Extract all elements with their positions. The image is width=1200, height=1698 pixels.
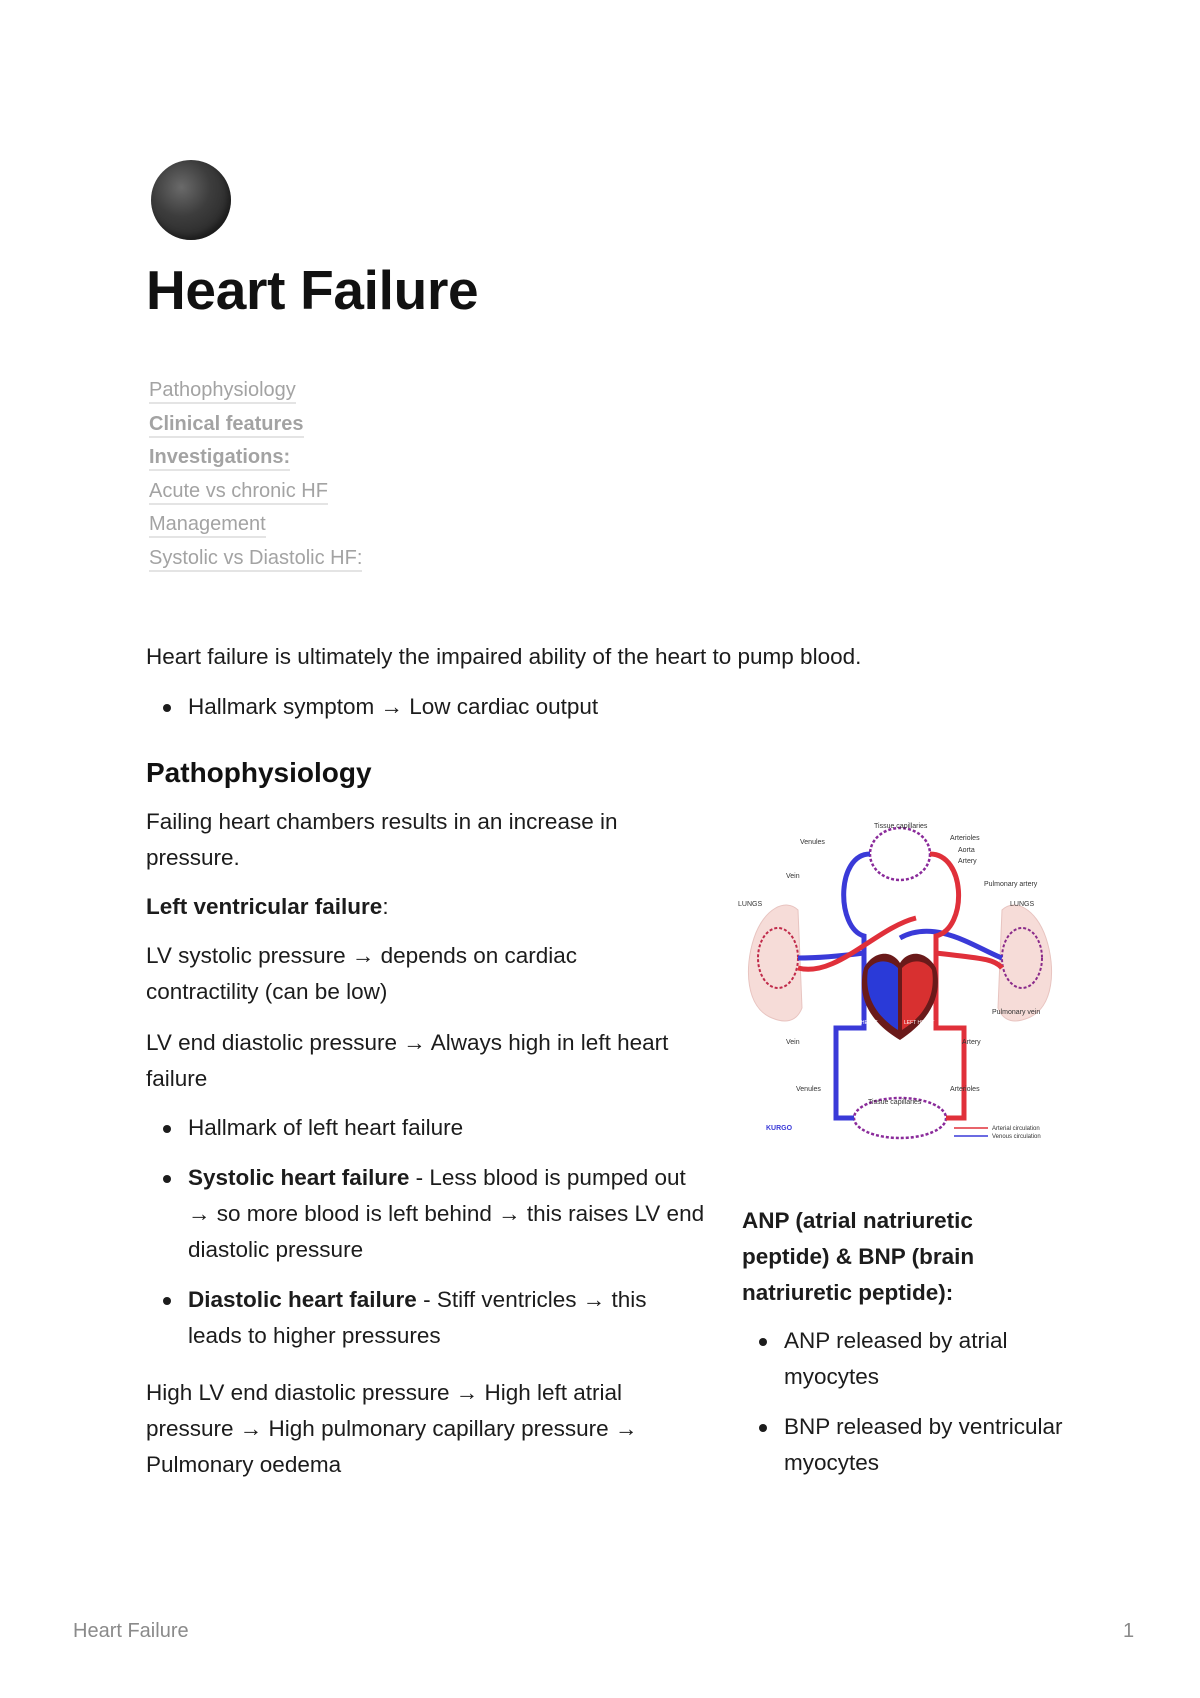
lv-failure-bullets [146, 1110, 706, 1368]
svg-text:Tissue capillaries: Tissue capillaries [874, 823, 928, 830]
bullet-dot [163, 1297, 171, 1305]
intro-text: Heart failure is ultimately the impaired ability of the heart to pump blood. [146, 644, 862, 669]
bullet-dot [759, 1338, 767, 1346]
table-of-contents [149, 379, 362, 580]
toc-link-clinical-features[interactable]: Clinical features [149, 413, 304, 438]
svg-text:Venules: Venules [800, 839, 825, 846]
svg-text:Arterial circulation: Arterial circulation [992, 1126, 1040, 1132]
svg-text:Tissue capillaries: Tissue capillaries [868, 1099, 922, 1106]
list-item: Hallmark of left heart failure [146, 1110, 706, 1146]
svg-text:LUNGS: LUNGS [738, 901, 763, 908]
toc-link-acute-vs-chronic[interactable]: Acute vs chronic HF [149, 480, 328, 505]
svg-text:Arterioles: Arterioles [950, 835, 980, 842]
svg-text:Artery: Artery [958, 858, 977, 865]
list-item: Hallmark symptom → Low cardiac output [146, 689, 1046, 725]
svg-text:Venules: Venules [796, 1086, 821, 1093]
svg-text:LUNGS: LUNGS [1010, 901, 1035, 908]
lv-diastolic-pressure-text: LV end diastolic pressure → Always high in left heart failure [146, 1030, 669, 1091]
list-item: Systolic heart failure - Less blood is pumped out → so more blood is left behind → this raises LV end diastolic pressure [146, 1160, 706, 1268]
bullet-dot [163, 704, 171, 712]
patho-intro-text: Failing heart chambers results in an increase in pressure. [146, 809, 618, 870]
section-heading-pathophysiology: Pathophysiology [146, 757, 372, 788]
svg-text:Aorta: Aorta [958, 847, 975, 854]
svg-text:Arterioles: Arterioles [950, 1086, 980, 1093]
svg-text:Vein: Vein [786, 873, 800, 880]
svg-text:Venous circulation: Venous circulation [992, 1134, 1041, 1140]
svg-text:Pulmonary vein: Pulmonary vein [992, 1009, 1041, 1016]
list-item: ANP released by atrial myocytes [742, 1323, 1072, 1395]
lv-systolic-pressure-text: LV systolic pressure → depends on cardiac contractility (can be low) [146, 943, 578, 1004]
svg-text:RIGHT HEART: RIGHT HEART [844, 1020, 878, 1026]
page-number: 1 [1123, 1620, 1135, 1642]
svg-text:KURGO: KURGO [766, 1125, 793, 1132]
svg-text:LEFT HEART: LEFT HEART [904, 1020, 935, 1026]
toc-link-pathophysiology[interactable]: Pathophysiology [149, 379, 296, 404]
svg-text:Artery: Artery [962, 1039, 981, 1046]
bullet-dot [163, 1175, 171, 1183]
list-item: BNP released by ventricular myocytes [742, 1409, 1072, 1481]
page-icon [151, 160, 231, 240]
page-title: Heart Failure [146, 259, 479, 321]
natriuretic-heading: ANP (atrial natriuretic peptide) & BNP (brain natriuretic peptide): [742, 1208, 975, 1305]
svg-text:Vein: Vein [786, 1039, 800, 1046]
footer-title: Heart Failure [73, 1620, 189, 1642]
list-item: Diastolic heart failure - Stiff ventricles → this leads to higher pressures [146, 1282, 706, 1354]
circulation-diagram [736, 818, 1064, 1168]
natriuretic-bullets [742, 1323, 1072, 1495]
lv-failure-label: Left ventricular failure: [146, 894, 389, 919]
pressure-chain-text: High LV end diastolic pressure → High left atrial pressure → High pulmonary capillary pressure → Pulmonary oedema [146, 1380, 638, 1477]
toc-link-management[interactable]: Management [149, 513, 266, 538]
bullet-dot [163, 1125, 171, 1133]
toc-link-investigations[interactable]: Investigations: [149, 446, 290, 471]
bullet-dot [759, 1424, 767, 1432]
intro-bullets [146, 689, 1046, 739]
toc-link-systolic-vs-diastolic[interactable]: Systolic vs Diastolic HF: [149, 547, 362, 572]
svg-text:Pulmonary artery: Pulmonary artery [984, 881, 1038, 888]
